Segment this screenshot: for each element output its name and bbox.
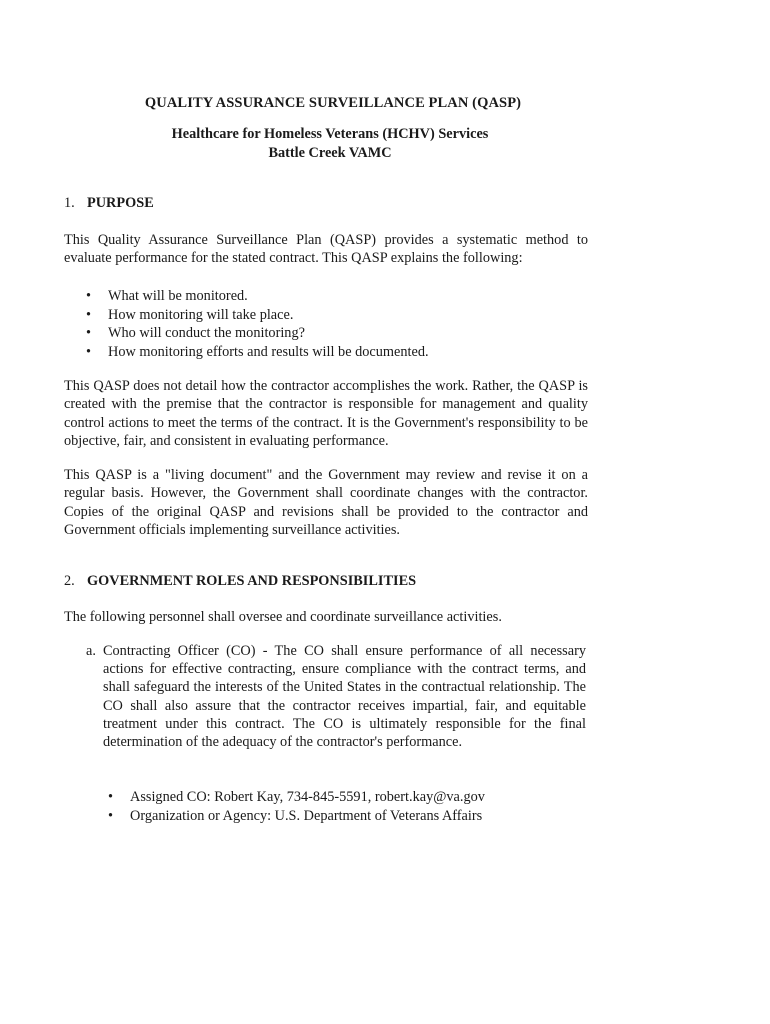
list-item: • What will be monitored. [84, 287, 429, 306]
living-document-paragraph: This QASP is a "living document" and the Government may review and revise it on a regular basis. However, the Government shall coordinate changes with the contractor. Copies of the original QASP and revisions shall be provided to the contractor and Government officials implementing surveillance activities. [64, 467, 588, 539]
roles-intro: The following personnel shall oversee and coordinate surveillance activities. [64, 609, 502, 625]
section-heading-purpose [64, 195, 154, 212]
purpose-paragraph: This QASP does not detail how the contractor accomplishes the work. Rather, the QASP is created with the premise that the contractor is responsible for management and quality control actions to meet the terms of the contract. It is the Government's responsibility to be objective, fair, and consistent in evaluating performance. [64, 378, 588, 450]
section-title: GOVERNMENT ROLES AND RESPONSIBILITIES [87, 573, 417, 589]
item-text: Contracting Officer (CO) - The CO shall ensure performance of all necessary actions for effective contracting, ensure compliance with the contract terms, and shall safeguard the interests of the United States in the contractual relationship. The CO shall also assure that the contractor receives impartial, fair, and equitable treatment under this contract. The CO is ultimately responsible for the final determination of the adequacy of the contractor's performance. [103, 643, 586, 751]
section-title: PURPOSE [87, 195, 154, 211]
document-location: Battle Creek VAMC [268, 145, 392, 161]
list-item: • How monitoring will take place. [84, 306, 429, 325]
purpose-intro: This Quality Assurance Surveillance Plan (QASP) provides a systematic method to evaluate performance for the stated contract. This QASP explains the following: [64, 232, 588, 267]
contact-list [106, 788, 485, 825]
contracting-officer-item [86, 642, 586, 751]
purpose-list [84, 287, 429, 361]
section-number: 1. [64, 195, 75, 211]
document-title: QUALITY ASSURANCE SURVEILLANCE PLAN (QASP) [144, 95, 522, 111]
list-item: • How monitoring efforts and results will be documented. [84, 343, 429, 362]
item-label: a. [86, 643, 96, 659]
section-number: 2. [64, 573, 75, 589]
list-item: • Organization or Agency: U.S. Department of Veterans Affairs [106, 807, 485, 826]
document-subtitle: Healthcare for Homeless Veterans (HCHV) Services [171, 126, 489, 142]
list-item: • Assigned CO: Robert Kay, 734-845-5591, robert.kay@va.gov [106, 788, 485, 807]
list-item: • Who will conduct the monitoring? [84, 324, 429, 343]
section-heading-roles [64, 573, 416, 590]
